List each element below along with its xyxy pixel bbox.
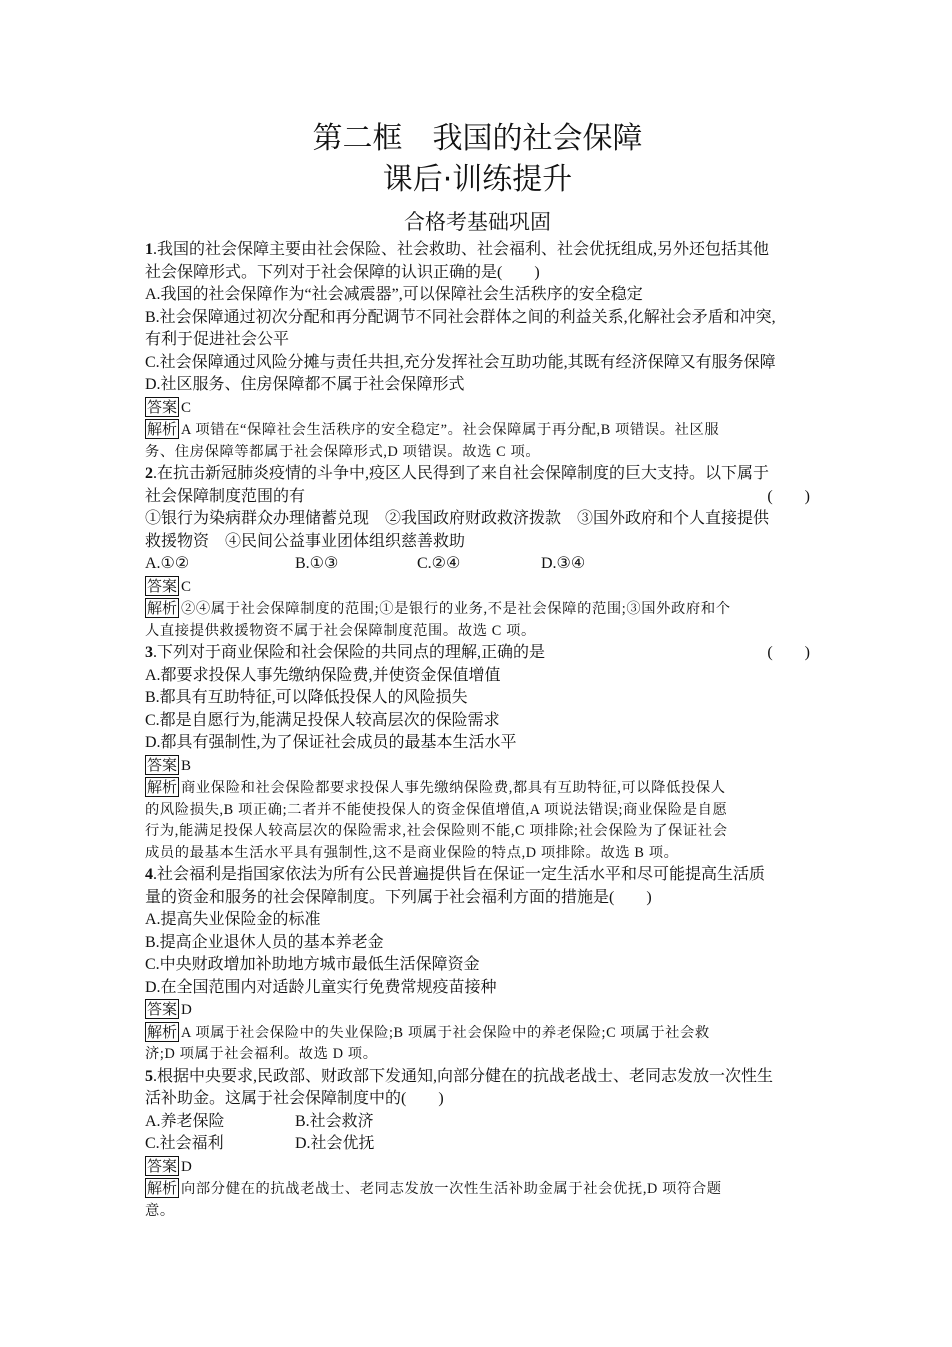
explanation-text: A 项错在“保障社会生活秩序的安全稳定”。社会保障属于再分配,B 项错误。社区服: [181, 422, 720, 438]
question-5: 5.根据中央要求,民政部、财政部下发通知,向部分健在的抗战老战士、老同志发放一次性生 活补助金。这属于社会保障制度中的( ) A.养老保险 B.社会救济 C.社会福利 D.社会优抚 答案 D 解析 向部分健在的抗战老战士、老同志发放一次性生活补助金属于社会优抚,D 项符合题 意。: [145, 1066, 810, 1223]
question-number: 4: [145, 866, 153, 883]
question-stem: 下列对于商业保险和社会保险的共同点的理解,正确的是: [157, 644, 546, 661]
answer-value: D: [181, 1002, 192, 1018]
option-b: B.①③: [295, 555, 339, 572]
section-heading: 合格考基础巩固: [404, 210, 551, 234]
explanation-text: 行为,能满足投保人较高层次的保险需求,社会保险则不能,C 项排除;社会保险为了保证社会: [145, 823, 728, 839]
option-d: D.社会优抚: [295, 1135, 375, 1152]
question-items: 救援物资 ④民间公益事业团体组织慈善救助: [145, 532, 466, 550]
question-stem: 社会保障形式。下列对于社会保障的认识正确的是( ): [145, 263, 540, 281]
option-a: A.①②: [145, 555, 190, 572]
option-a: A.我国的社会保障作为“社会减震器”,可以保障社会生活秩序的安全稳定: [145, 286, 643, 303]
answer-value: C: [181, 399, 192, 416]
question-2: 2.在抗击新冠肺炎疫情的斗争中,疫区人民得到了来自社会保障制度的巨大支持。以下属于 社会保障制度范围的有 ( ) ①银行为染病群众办理储蓄兑现 ②我国政府财政救济拨款 ③国外政府和个人直接提供 救援物资 ④民间公益事业团体组织慈善救助 A.①② B.①③ C.②④ D.③④ 答案 C 解析 ②④属于社会保障制度的范围;①是银行的业务,不是社会保障的范围;③国外政府和个 人直接提供救援物资不属于社会保障制度范围。故选 C 项。: [145, 463, 810, 642]
option-c: C.中央财政增加补助地方城市最低生活保障资金: [145, 956, 480, 973]
page-title: 第二框 我国的社会保障: [312, 121, 643, 156]
explanation-label: 解析: [147, 1179, 178, 1197]
answer-value: D: [181, 1158, 192, 1175]
answer-value: B: [181, 757, 192, 774]
explanation-text: 济;D 项属于社会福利。故选 D 项。: [145, 1046, 378, 1062]
explanation-text: 意。: [145, 1202, 175, 1219]
explanation-label: 解析: [147, 778, 178, 796]
page-subtitle: 课后·训练提升: [382, 162, 573, 197]
option-b-cont: 有利于促进社会公平: [145, 331, 290, 348]
explanation-text: 人直接提供救援物资不属于社会保障制度范围。故选 C 项。: [145, 622, 536, 639]
question-1: 1.我国的社会保障主要由社会保险、社会救助、社会福利、社会优抚组成,另外还包括其他 社会保障形式。下列对于社会保障的认识正确的是( ) A.我国的社会保障作为“社会减震器”,可以保障社会生活秩序的安全稳定 B.社会保障通过初次分配和再分配调节不同社会群体之间的利益关系,化解社会矛盾和冲突, 有利于促进社会公平 C.社会保障通过风险分摊与责任共担,充分发挥社会互助功能,其既有经济保障又有服务保障 D.社区服务、住房保障都不属于社会保障形式 答案 C 解析 A 项错在“保障社会生活秩序的安全稳定”。社会保障属于再分配,B 项错误。社区服 务、住房保障等都属于社会保障形式,D 项错误。故选 C 项。: [145, 239, 810, 463]
question-number: 3: [145, 644, 153, 661]
document-page: [145, 118, 810, 1222]
option-b: B.社会救济: [295, 1112, 374, 1130]
answer-paren: ( ): [767, 487, 810, 505]
question-stem: 社会保障制度范围的有: [145, 487, 306, 505]
question-stem: 活补助金。这属于社会保障制度中的( ): [145, 1090, 444, 1107]
question-items: ①银行为染病群众办理储蓄兑现 ②我国政府财政救济拨款 ③国外政府和个人直接提供: [145, 510, 770, 527]
option-a: A.养老保险: [145, 1112, 225, 1130]
option-b: B.提高企业退休人员的基本养老金: [145, 933, 384, 951]
option-a: A.都要求投保人事先缴纳保险费,并使资金保值增值: [145, 666, 501, 684]
explanation-label: 解析: [147, 1022, 178, 1041]
option-c: C.社会保障通过风险分摊与责任共担,充分发挥社会互助功能,其既有经济保障又有服务保障: [145, 353, 776, 371]
explanation-text: 务、住房保障等都属于社会保障形式,D 项错误。故选 C 项。: [145, 443, 541, 460]
option-c: C.都是自愿行为,能满足投保人较高层次的保险需求: [145, 711, 500, 729]
question-stem: 在抗击新冠肺炎疫情的斗争中,疫区人民得到了来自社会保障制度的巨大支持。以下属于: [157, 465, 770, 482]
option-b: B.社会保障通过初次分配和再分配调节不同社会群体之间的利益关系,化解社会矛盾和冲突,: [145, 308, 776, 326]
answer-value: C: [181, 578, 192, 595]
explanation-label: 解析: [147, 599, 178, 617]
option-b: B.都具有互助特征,可以降低投保人的风险损失: [145, 689, 468, 706]
option-d: D.③④: [541, 555, 586, 572]
question-number: 2: [145, 465, 153, 482]
question-stem: 社会福利是指国家依法为所有公民普遍提供旨在保证一定生活水平和尽可能提高生活质: [157, 866, 766, 883]
option-d: D.社区服务、住房保障都不属于社会保障形式: [145, 376, 465, 393]
option-d: D.都具有强制性,为了保证社会成员的最基本生活水平: [145, 734, 517, 751]
answer-label: 答案: [147, 1000, 178, 1018]
answer-label: 答案: [147, 1156, 178, 1175]
question-stem: 根据中央要求,民政部、财政部下发通知,向部分健在的抗战老战士、老同志发放一次性生: [157, 1067, 774, 1085]
explanation-text: 向部分健在的抗战老战士、老同志发放一次性生活补助金属于社会优抚,D 项符合题: [181, 1181, 722, 1197]
option-c: C.社会福利: [145, 1135, 224, 1152]
answer-label: 答案: [147, 755, 178, 774]
answer-paren: ( ): [767, 644, 810, 661]
question-stem: 量的资金和服务的社会保障制度。下列属于社会福利方面的措施是( ): [145, 888, 652, 906]
question-4: 4.社会福利是指国家依法为所有公民普遍提供旨在保证一定生活水平和尽可能提高生活质 量的资金和服务的社会保障制度。下列属于社会福利方面的措施是( ) A.提高失业保险金的标准 B.提高企业退休人员的基本养老金 C.中央财政增加补助地方城市最低生活保障资金 D.在全国范围内对适龄儿童实行免费常规疫苗接种 答案 D 解析 A 项属于社会保险中的失业保险;B 项属于社会保险中的养老保险;C 项属于社会救 济;D 项属于社会福利。故选 D 项。: [145, 864, 810, 1066]
question-3: 3.下列对于商业保险和社会保险的共同点的理解,正确的是 ( ) A.都要求投保人事先缴纳保险费,并使资金保值增值 B.都具有互助特征,可以降低投保人的风险损失 C.都是自愿行为,能满足投保人较高层次的保险需求 D.都具有强制性,为了保证社会成员的最基本生活水平 答案 B 解析 商业保险和社会保险都要求投保人事先缴纳保险费,都具有互助特征,可以降低投保人 的风险损失,B 项正确;二者并不能使投保人的资金保值增值,A 项说法错误;商业保险是自愿 行为,能满足投保人较高层次的保险需求,社会保险则不能,C 项排除;社会保险为了保证社会 成员的最基本生活水平具有强制性,这不是商业保险的特点,D 项排除。故选 B 项。: [145, 642, 810, 864]
explanation-label: 解析: [147, 420, 178, 438]
explanation-text: 的风险损失,B 项正确;二者并不能使投保人的资金保值增值,A 项说法错误;商业保险是自愿: [145, 801, 728, 818]
option-d: D.在全国范围内对适龄儿童实行免费常规疫苗接种: [145, 978, 497, 996]
explanation-text: 商业保险和社会保险都要求投保人事先缴纳保险费,都具有互助特征,可以降低投保人: [181, 780, 726, 796]
option-a: A.提高失业保险金的标准: [145, 911, 321, 928]
answer-label: 答案: [147, 397, 178, 416]
explanation-text: ②④属于社会保障制度的范围;①是银行的业务,不是社会保障的范围;③国外政府和个: [181, 601, 731, 617]
answer-label: 答案: [147, 576, 178, 595]
explanation-text: A 项属于社会保险中的失业保险;B 项属于社会保险中的养老保险;C 项属于社会救: [181, 1024, 710, 1041]
question-number: 5: [145, 1067, 153, 1085]
option-c: C.②④: [417, 555, 461, 572]
question-stem: 我国的社会保障主要由社会保险、社会救助、社会福利、社会优抚组成,另外还包括其他: [157, 241, 770, 258]
explanation-text: 成员的最基本生活水平具有强制性,这不是商业保险的特点,D 项排除。故选 B 项。: [145, 844, 679, 861]
question-number: 1: [145, 241, 153, 258]
